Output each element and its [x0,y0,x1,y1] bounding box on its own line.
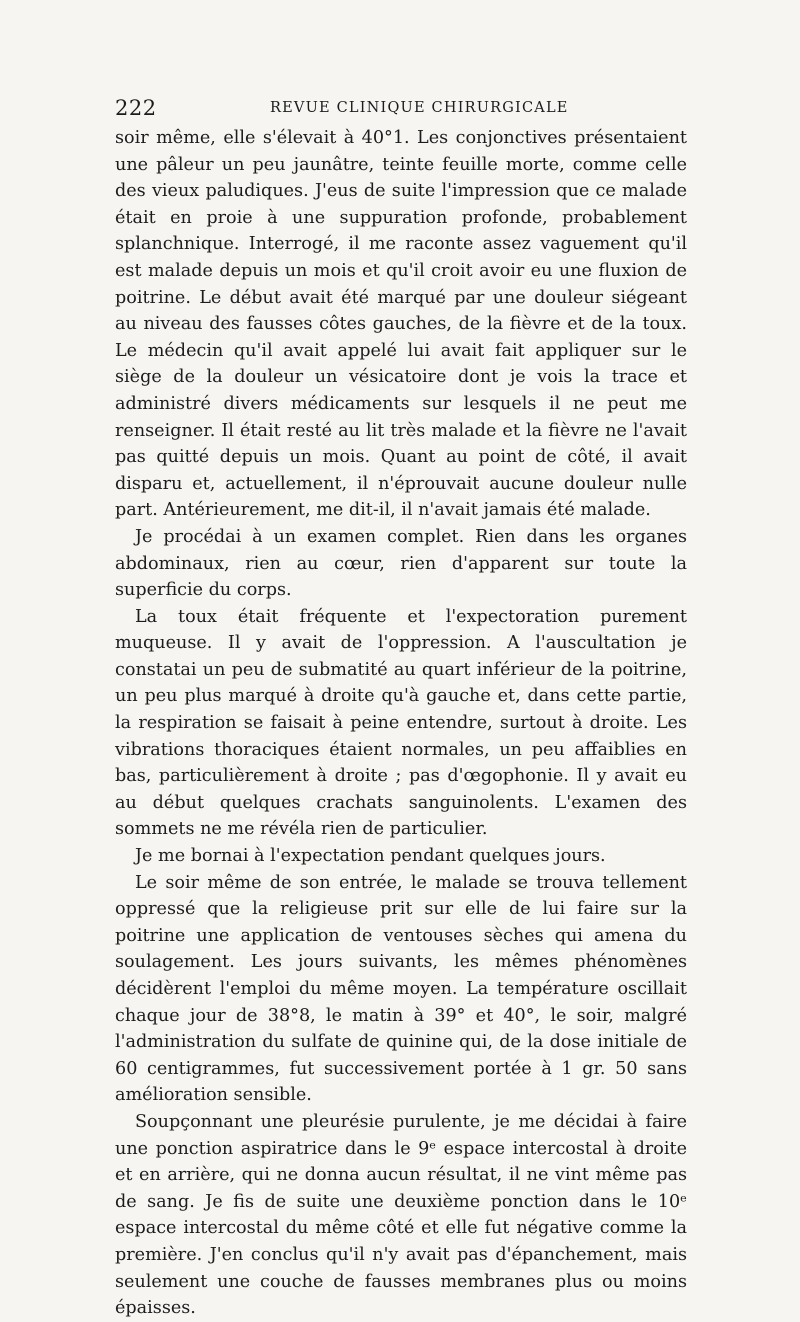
paragraph-examination: Je procédai à un examen complet. Rien dans les organes abdominaux, rien au cœur, rien d'apparent sur toute la superficie du corps. [115,526,687,601]
paragraph-puncture: Soupçonnant une pleurésie purulente, je me décidai à faire une ponction aspiratrice dans le 9ᵉ espace intercostal à droite et en arrière, qui ne donna aucun résultat, il ne vint même pas de sang. Je fis de suite une deuxième ponction dans le 10ᵉ espace intercostal du même côté et elle fut négative comme la première. J'en conclus qu'il n'y avait pas d'épanchement, mais seulement une couche de fausses membranes plus ou moins épaisses. [115,1111,687,1319]
paragraph-auscultation: La toux était fréquente et l'expectoration purement muqueuse. Il y avait de l'oppression. A l'auscultation je constatai un peu de submatité au quart inférieur de la poitrine, un peu plus marqué à droite qu'à gauche et, dans cette partie, la respiration se faisait à peine entendre, surtout à droite. Les vibrations thoraciques étaient normales, un peu affaiblies en bas, particulièrement à droite ; pas d'œgophonie. Il y avait eu au début quelques crachats sanguinolents. L'examen des sommets ne me révéla rien de particulier. [115,606,687,840]
paragraph-continuation: soir même, elle s'élevait à 40°1. Les conjonctives présentaient une pâleur un peu jaunâtre, teinte feuille morte, comme celle des vieux paludiques. J'eus de suite l'impression que ce malade était en proie à une suppuration profonde, probablement splanchnique. Interrogé, il me raconte assez vaguement qu'il est malade depuis un mois et qu'il croit avoir eu une fluxion de poitrine. Le début avait été marqué par une douleur siégeant au niveau des fausses côtes gauches, de la fièvre et de la toux. Le médecin qu'il avait appelé lui avait fait appliquer sur le siège de la douleur un vésicatoire dont je vois la trace et administré divers médicaments sur lesquels il ne peut me renseigner. Il était resté au lit très malade et la fièvre ne l'avait pas quitté depuis un mois. Quant au point de côté, il avait disparu et, actuellement, il n'éprouvait aucune douleur nulle part. Antérieurement, me dit-il, il n'avait jamais été malade. [115,128,687,521]
paragraph-expectation: Je me bornai à l'expectation pendant quelques jours. [135,846,606,867]
page-number: 222 [115,96,157,120]
body-text [115,125,687,1322]
page-header [115,96,687,120]
paragraph-evening: Le soir même de son entrée, le malade se trouva tellement oppressé que la religieuse prit sur elle de lui faire sur la poitrine une application de ventouses sèches qui amena du soulagement. Les jours suivants, les mêmes phénomènes décidèrent l'emploi du même moyen. La température oscillait chaque jour de 38°8, le matin à 39° et 40°, le soir, malgré l'administration du sulfate de quinine qui, de la dose initiale de 60 centigrammes, fut successivement portée à 1 gr. 50 sans amélioration sensible. [115,872,687,1106]
running-title: REVUE CLINIQUE CHIRURGICALE [270,100,569,116]
